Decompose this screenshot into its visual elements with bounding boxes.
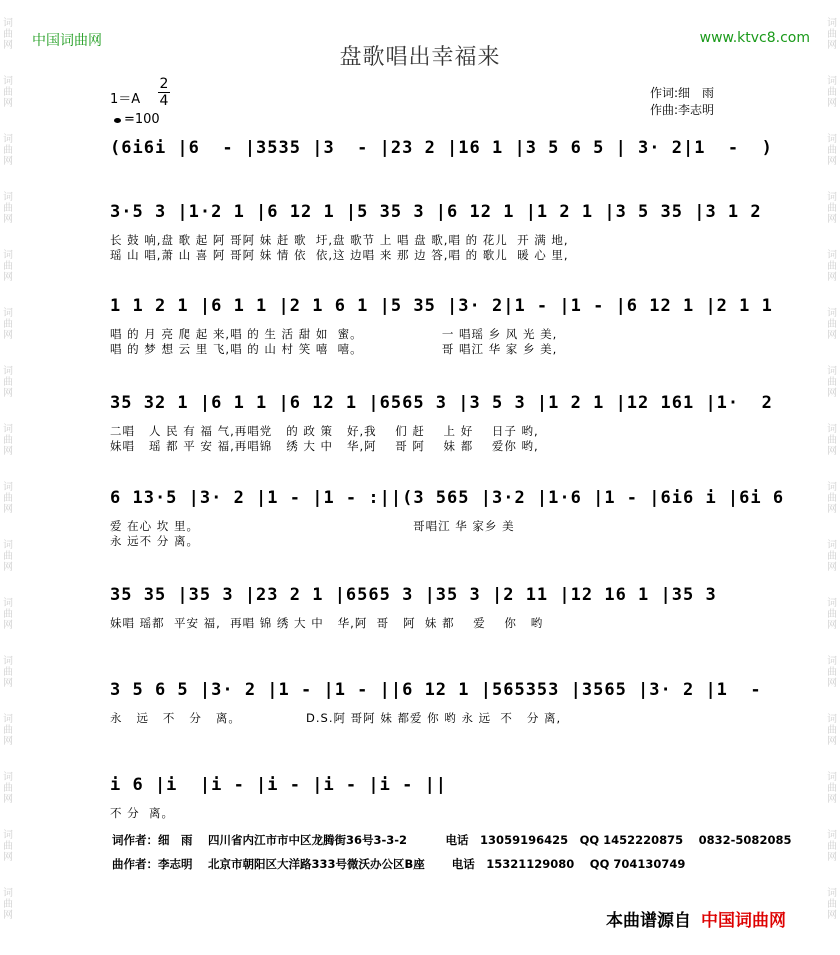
watermark-text: 词曲网 [3, 656, 13, 689]
watermark-text: 词曲网 [827, 424, 837, 457]
notation-line: 3 5 6 5 |3· 2 |1 - |1 - ||6 12 1 |565353 |3565 |3· 2 |1 - [110, 680, 762, 700]
key-signature: 1＝A [110, 92, 141, 107]
lyric-line: 妹唱 瑶 都 平 安 福,再唱锦 绣 大 中 华,阿 哥 阿 妹 都 爱你 哟, [110, 439, 539, 453]
watermark-text: 词曲网 [827, 482, 837, 515]
watermark-text: 词曲网 [3, 482, 13, 515]
watermark-text: 词曲网 [827, 192, 837, 225]
lyricist-credit: 作词:细 雨 [650, 86, 715, 100]
watermark-text: 词曲网 [827, 830, 837, 863]
lyric-line: 二唱 人 民 有 福 气,再唱党 的 政 策 好,我 们 赶 上 好 日子 哟, [110, 424, 539, 438]
watermark-text: 词曲网 [3, 18, 13, 51]
watermark-text: 词曲网 [827, 714, 837, 747]
lyric-line: 唱 的 梦 想 云 里 飞,唱 的 山 村 笑 嘻 嘻。 哥 唱江 华 家 乡 美, [110, 342, 558, 356]
notation-line: 1 1 2 1 |6 1 1 |2 1 6 1 |5 35 |3· 2|1 - |1 - |6 12 1 |2 1 1 [110, 296, 773, 316]
lyric-line: 妹唱 瑶都 平安 福, 再唱 锦 绣 大 中 华,阿 哥 阿 妹 都 爱 你 哟 [110, 616, 544, 630]
lyricist-contact: 词作者：细 雨 四川省内江市市中区龙腾街36号3-3-2 电话 13059196425 QQ 1452220875 0832-5082085 [112, 833, 792, 847]
watermark-text: 词曲网 [3, 714, 13, 747]
lyric-line: 永 远不 分 离。 [110, 534, 199, 548]
watermark-text: 词曲网 [827, 250, 837, 283]
source-label: 本曲谱源自 [606, 911, 691, 931]
watermark-text: 词曲网 [3, 772, 13, 805]
tempo-marking [114, 112, 160, 127]
watermark-text: 词曲网 [3, 424, 13, 457]
watermark-text: 词曲网 [3, 192, 13, 225]
watermark-text: 词曲网 [3, 366, 13, 399]
watermark-text: 词曲网 [3, 134, 13, 167]
notation-line: 35 35 |35 3 |23 2 1 |6565 3 |35 3 |2 11 |12 16 1 |35 3 [110, 585, 717, 605]
watermark-text: 词曲网 [3, 540, 13, 573]
quarter-note-icon [114, 118, 121, 123]
watermark-text: 词曲网 [827, 772, 837, 805]
notation-line: (6i6i |6 - |3535 |3 - |23 2 |16 1 |3 5 6 5 | 3· 2|1 - ) [110, 138, 773, 158]
watermark-text: 词曲网 [3, 308, 13, 341]
time-signature [158, 76, 170, 109]
tempo-value: =100 [124, 112, 160, 127]
watermark-text: 词曲网 [827, 76, 837, 109]
notation-line: 35 32 1 |6 1 1 |6 12 1 |6565 3 |3 5 3 |1 2 1 |12 161 |1· 2 [110, 393, 773, 413]
watermark-text: 词曲网 [3, 76, 13, 109]
watermark-text: 词曲网 [827, 134, 837, 167]
site-url-right[interactable]: www.ktvc8.com [699, 30, 810, 46]
notation-line: 3·5 3 |1·2 1 |6 12 1 |5 35 3 |6 12 1 |1 2 1 |3 5 35 |3 1 2 [110, 202, 762, 222]
watermark-text: 词曲网 [827, 308, 837, 341]
watermark-text: 词曲网 [827, 366, 837, 399]
time-signature-bottom: 4 [159, 93, 169, 109]
time-signature-top: 2 [159, 76, 169, 92]
source-brand-link[interactable]: 中国词曲网 [701, 911, 786, 931]
watermark-text: 词曲网 [827, 540, 837, 573]
composer-credit: 作曲:李志明 [650, 103, 715, 117]
site-logo-left[interactable]: 中国词曲网 [32, 33, 102, 49]
watermark-text: 词曲网 [3, 250, 13, 283]
lyric-line: 永 远 不 分 离。 D.S.阿 哥阿 妹 都爱 你 哟 永 远 不 分 离, [110, 711, 562, 725]
watermark-text: 词曲网 [3, 598, 13, 631]
lyric-line: 爱 在心 坎 里。 哥唱江 华 家乡 美 [110, 519, 515, 533]
lyric-line: 不 分 离。 [110, 806, 174, 820]
watermark-text: 词曲网 [827, 18, 837, 51]
watermark-column-left [2, 18, 14, 946]
source-credit [606, 906, 786, 931]
watermark-text: 词曲网 [3, 888, 13, 921]
notation-line: 6 13·5 |3· 2 |1 - |1 - :||(3 565 |3·2 |1·6 |1 - |6i6 i |6i 6 [110, 488, 785, 508]
watermark-text: 词曲网 [3, 830, 13, 863]
lyric-line: 唱 的 月 亮 爬 起 来,唱 的 生 活 甜 如 蜜。 一 唱瑶 乡 风 光 美, [110, 327, 558, 341]
watermark-column-right [826, 18, 838, 946]
watermark-text: 词曲网 [827, 888, 837, 921]
lyric-line: 长 鼓 响,盘 歌 起 阿 哥阿 妹 赶 歌 圩,盘 歌节 上 唱 盘 歌,唱 的 花儿 开 满 地, [110, 233, 569, 247]
notation-line: i 6 |i |i - |i - |i - |i - || [110, 775, 448, 795]
song-title: 盘歌唱出幸福来 [339, 45, 501, 70]
watermark-text: 词曲网 [827, 598, 837, 631]
watermark-text: 词曲网 [827, 656, 837, 689]
lyric-line: 瑶 山 唱,萧 山 喜 阿 哥阿 妹 情 依 依,这 边唱 来 那 边 答,唱 的 歌儿 暖 心 里, [110, 248, 569, 262]
composer-contact: 曲作者：李志明 北京市朝阳区大洋路333号微沃办公区B座 电话 15321129080 QQ 704130749 [112, 857, 686, 871]
